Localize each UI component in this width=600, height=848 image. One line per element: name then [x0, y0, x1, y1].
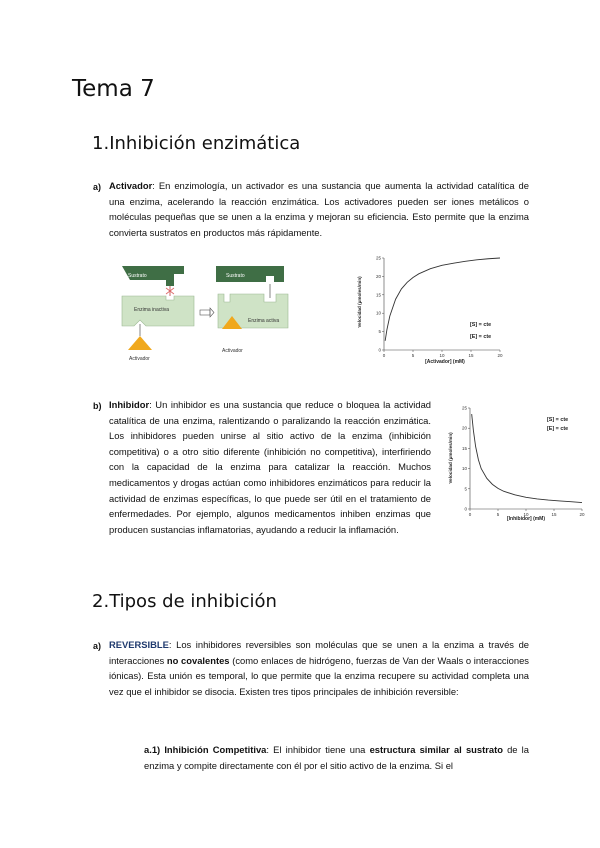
activator-annotation-e: [E] = cte: [470, 334, 492, 340]
activator-x-tick-label: 10: [439, 353, 445, 358]
item-2a-marker: a): [93, 641, 102, 651]
inhibitor-y-tick-label: 15: [461, 445, 467, 451]
section-2-number: 2.: [92, 591, 110, 612]
activator-series-line: [385, 258, 500, 341]
competitive-text-2: de la enzima y compite directamente con él por el sitio activo de la enzima. Si el: [144, 744, 529, 771]
inhibitor-x-tick-label: 10: [523, 512, 529, 517]
activator-right-label: Activador: [222, 348, 243, 354]
section-1-heading: [92, 133, 300, 154]
reversible-text-2: (como enlaces de hidrógeno, fuerzas de Van der Waals o interacciones iónicas). Esta unión es temporal, lo que permite que la enzima recupere su actividad completa una vez que el inhibidor se disocia. Existen tres tipos principales de inhibición reversible:: [109, 654, 529, 697]
inhibitor-x-tick-label: 15: [551, 512, 557, 517]
substrate-left-shape: [122, 266, 184, 286]
activator-paragraph: [109, 178, 529, 240]
activator-x-tick-label: 20: [497, 353, 503, 358]
activator-x-tick-label: 5: [411, 353, 415, 358]
inhibitor-paragraph: [109, 397, 431, 537]
reversible-text-1: : Los inhibidores reversibles son moléculas que se unen a la enzima a través de interacciones: [109, 639, 529, 666]
inhibitor-x-tick-label: 5: [496, 512, 500, 517]
activator-x-tick-label: 0: [382, 353, 386, 358]
enzyme-inactive-label: Enzima inactiva: [134, 307, 170, 313]
inhibitor-y-tick-label: 20: [461, 425, 467, 431]
activator-chart: [350, 250, 510, 368]
section-1-number: 1.: [92, 133, 110, 154]
activator-term: Activador: [109, 180, 153, 191]
page-title: Tema 7: [72, 76, 155, 102]
inhibitor-y-tick-label: 25: [461, 405, 467, 411]
section-1-title: Inhibición enzimática: [109, 133, 301, 154]
enzyme-inactive-shape: [122, 296, 194, 326]
inhibitor-x-label: [Inhibidor] (mM): [506, 516, 546, 522]
reversible-paragraph: [109, 637, 529, 699]
activator-x-tick-label: 15: [468, 353, 474, 358]
inhibitor-annotation-e: [E] = cte: [547, 426, 569, 432]
inhibitor-y-tick-label: 0: [464, 506, 467, 512]
activator-y-tick-label: 20: [375, 273, 381, 279]
activator-y-tick-label: 25: [375, 255, 381, 261]
inhibitor-chart: [440, 400, 588, 524]
activator-annotation-s: [S] = cte: [470, 322, 492, 328]
item-b-marker: b): [93, 401, 102, 411]
item-a-marker: a): [93, 182, 102, 192]
activator-left-label: Activador: [129, 356, 150, 362]
inhibitor-y-tick-label: 10: [461, 466, 467, 472]
activator-y-label: Velocidad (μmoles/min): [357, 276, 362, 328]
inhibitor-term: Inhibidor: [109, 399, 150, 410]
enzyme-active-label: Enzima activa: [248, 318, 280, 324]
section-2-title: Tipos de inhibición: [109, 591, 277, 612]
substrate-right-shape: [216, 266, 284, 282]
competitive-label: a.1) Inhibición Competitiva: [144, 744, 267, 755]
inhibitor-text: : Un inhibidor es una sustancia que reduce o bloquea la actividad catalítica de una enzima, ralentizando o paralizando la reacción enzimática. Los inhibidores pueden unirse al sitio activo de la enzima (inhibición competitiva) o a otro sitio diferente (inhibición no competitiva), interfiriendo con la capacidad de la enzima para catalizar la reacción. Muchos medicamentos y drogas actúan como inhibidores enzimáticos para reducir la actividad de enzimas específicas, lo que puede ser útil en el tratamiento de enfermedades. Por ejemplo, algunos medicamentos inhiben enzimas que producen sustancias inflamatorias, ayudando a reducir la inflamación.: [109, 399, 431, 535]
activator-x-label: [Activador] (mM): [425, 359, 465, 365]
substrate-right-label: Sustrato: [226, 273, 245, 279]
inhibitor-y-label: Velocidad (μmoles/min): [448, 432, 453, 484]
section-2-heading: [92, 591, 277, 612]
inhibitor-x-tick-label: 0: [468, 512, 472, 517]
activator-left-triangle: [128, 336, 152, 350]
blocked-arrow-icon: [166, 286, 174, 296]
activator-y-tick-label: 0: [378, 347, 381, 353]
activator-diagram: [108, 258, 304, 366]
activator-text: : En enzimología, un activador es una sustancia que aumenta la actividad catalítica de una enzima, acelerando la reacción enzimática. Los activadores pueden ser iones metálicos o moléculas pequeñas que se unen a la enzima y mejoran su eficiencia. Esto permite que la enzima convierta sustratos en productos más rápidamente.: [109, 180, 529, 238]
activator-y-tick-label: 10: [375, 310, 381, 316]
competitive-text-1: : El inhibidor tiene una: [266, 744, 370, 755]
reversible-bold-1: no covalentes: [166, 654, 230, 666]
inhibitor-y-tick-label: 5: [464, 486, 467, 492]
transition-arrow-icon: [200, 308, 214, 317]
competitive-bold-1: estructura similar al sustrato: [369, 744, 503, 755]
inhibitor-annotation-s: [S] = cte: [547, 417, 569, 423]
activator-y-tick-label: 15: [375, 292, 381, 298]
substrate-left-label: Sustrato: [128, 273, 147, 279]
activator-y-tick-label: 5: [378, 329, 381, 335]
competitive-paragraph: [144, 742, 529, 773]
reversible-term: REVERSIBLE: [109, 639, 169, 650]
inhibitor-x-tick-label: 20: [579, 512, 585, 517]
